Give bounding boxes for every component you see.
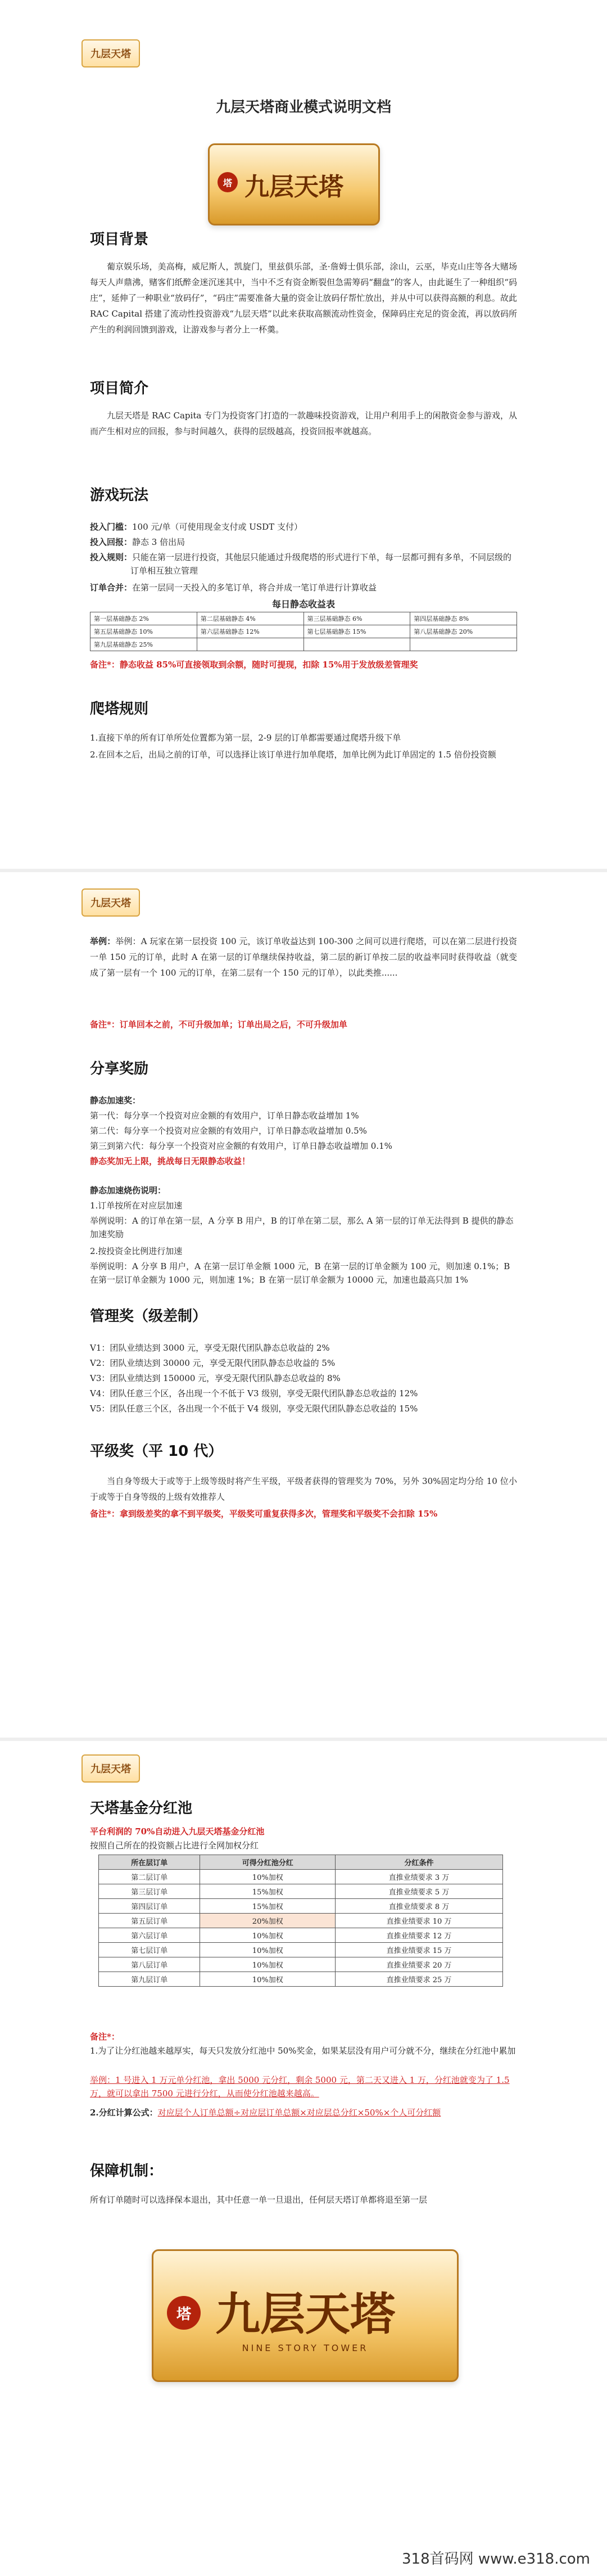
table-cell: 第八层订单 (99, 1957, 200, 1972)
management-level: V3：团队业绩达到 150000 元，享受无限代团队静态总收益的 8% (90, 1373, 341, 1383)
table-row (99, 1870, 503, 1884)
table-cell: 直推业绩要求 3 万 (336, 1870, 503, 1884)
management-level: V1：团队业绩达到 3000 元，享受无限代团队静态总收益的 2% (90, 1343, 330, 1353)
brand-badge: 塔 (167, 2296, 201, 2330)
table-cell: 直推业绩要求 12 万 (336, 1928, 503, 1943)
section-heading-guarantee: 保障机制： (90, 2163, 164, 2180)
table-header-row (99, 1855, 503, 1870)
gameplay-row (90, 551, 517, 578)
gameplay-row (90, 535, 517, 549)
table-cell: 第七层基础静态 15% (304, 625, 410, 638)
table-row (90, 625, 517, 638)
pool-note-1: 1.为了让分红池越来越厚实，每天只发放分红池中 50%奖金，如果某层没有用户可分就不分，继续在分红池中累加 (90, 2046, 516, 2056)
table-cell: 第四层订单 (99, 1899, 200, 1914)
table-cell: 直推业绩要求 25 万 (336, 1972, 503, 1987)
table-cell: 第四层基础静态 8% (410, 612, 517, 625)
site-watermark: 318首码网 www.e318.com (402, 2551, 590, 2568)
table-cell: 第七层订单 (99, 1943, 200, 1957)
management-level: V2：团队业绩达到 30000 元，享受无限代团队静态总收益的 5% (90, 1358, 336, 1368)
table-cell: 第三层基础静态 6% (304, 612, 410, 625)
table-cell: 直推业绩要求 5 万 (336, 1884, 503, 1899)
table-row (99, 1899, 503, 1914)
table-cell: 第六层基础静态 12% (197, 625, 304, 638)
brand-logo-text: 九层天塔 (90, 1763, 131, 1775)
table-cell: 第五层基础静态 10% (90, 625, 197, 638)
peer-note: 备注*：拿到级差奖的拿不到平级奖，平级奖可重复获得多次，管理奖和平级奖不会扣除 15% (90, 1509, 438, 1519)
gameplay-row (90, 520, 517, 534)
table-cell: 10%加权 (200, 1943, 336, 1957)
brand-logo-text: 九层天塔 (244, 173, 343, 201)
section-heading-gameplay: 游戏玩法 (90, 487, 149, 504)
brand-logo-text: 九层天塔 (90, 48, 131, 60)
gameplay-text: 只能在第一层进行投资，其他层只能通过升级爬塔的形式进行下单，每一层都可拥有多单，不同层级的订单相互独立管理 (130, 552, 512, 576)
gameplay-row (90, 581, 517, 594)
gameplay-text: 静态 3 倍出局 (132, 537, 185, 547)
pool-note-title: 备注*： (90, 2032, 120, 2042)
table-cell: 直推业绩要求 20 万 (336, 1957, 503, 1972)
section-heading-background: 项目背景 (90, 231, 149, 248)
guarantee-paragraph: 所有订单随时可以选择保本退出，其中任意一单一旦退出，任何层天塔订单都将退至第一层 (90, 2195, 428, 2205)
burn-rule-2-example: 举例说明：A 分享 B 用户，A 在第一层订单金额 1000 元，B 在第一层的订单金额为 100 元，则加速 0.1%；B 在第一层订单金额为 1000 元，则加速 1%；B 在第一层订单金额为 10000 元，加速也最高只加 1% (90, 1261, 510, 1285)
section-heading-management: 管理奖（级差制） (90, 1308, 207, 1325)
static-accel-line: 第三到第六代：每分享一个投资对应金额的有效用户，订单日静态收益增加 0.1% (90, 1141, 392, 1151)
table-header: 所在层订单 (99, 1855, 200, 1870)
table-cell: 直推业绩要求 15 万 (336, 1943, 503, 1957)
burn-rule-2: 2.按投资金比例进行加速 (90, 1246, 183, 1256)
document-title: 九层天塔商业模式说明文档 (215, 99, 391, 116)
gameplay-text: 100 元/单（可使用现金支付或 USDT 支付） (132, 522, 302, 532)
page-separator (0, 1738, 607, 1741)
table-cell: 第三层订单 (99, 1884, 200, 1899)
page-separator (0, 869, 607, 872)
brand-logo-footer (152, 2249, 459, 2382)
section-heading-pool: 天塔基金分红池 (90, 1800, 193, 1817)
background-paragraph: 葡京娱乐场，美高梅，威尼斯人，凯旋门，里兹俱乐部，圣·詹姆士俱乐部，涂山，云巫，毕克山庄等各大赌场每天人声鼎沸，赌客们纸醉金迷沉迷其中，当中不乏有资金断裂但急需筹码“翻盘”的客人，由此诞生了一种组织“码庄”，延伸了一种职业“放码仔”，“码庄”需要准备大量的资金让放码仔帮忙放出，并从中可以获得高额的利息。故此 RAC Capital 搭建了流动性投资游戏“九层天塔”以此来获取高额流动性资金，保障码庄充足的资金流，再以放码所产生的利润回馈到游戏，让游戏参与者分上一杯羹。 (90, 261, 517, 335)
intro-paragraph: 九层天塔是 RAC Capita 专门为投资客门打造的一款趣味投资游戏，让用户利用手上的闲散资金参与游戏，从而产生相对应的回报，参与时间越久，获得的层级越高，投资回报率就越高。 (90, 410, 517, 436)
brand-tagline: NINE STORY TOWER (242, 2343, 369, 2353)
table-cell: 15%加权 (200, 1884, 336, 1899)
management-level: V4：团队任意三个区，各出现一个不低于 V3 级别，享受无限代团队静态总收益的 12% (90, 1388, 418, 1398)
table-header: 分红条件 (336, 1855, 503, 1870)
table-cell: 20%加权 (200, 1914, 336, 1928)
table-header: 可得分红池分红 (200, 1855, 336, 1870)
pool-note-2-text: 对应层个人订单总额÷对应层订单总额×对应层总分红×50%×个人可分红额 (157, 2108, 441, 2118)
gameplay-label: 投入回报： (90, 537, 133, 547)
brand-logo-banner (208, 143, 380, 225)
burn-rule-1: 1.订单按所在对应层加速 (90, 1201, 183, 1211)
brand-logo-small (81, 39, 140, 67)
pool-intro-red: 平台利润的 70%自动进入九层天塔基金分红池 (90, 1826, 265, 1837)
table-cell: 直推业绩要求 8 万 (336, 1899, 503, 1914)
static-accel-line: 第二代：每分享一个投资对应金额的有效用户，订单日静态收益增加 0.5% (90, 1126, 367, 1136)
static-accel-note: 静态奖加无上限，挑战每日无限静态收益！ (90, 1156, 251, 1166)
section-heading-climb: 爬塔规则 (90, 701, 149, 718)
brand-logo-text: 九层天塔 (90, 897, 131, 909)
table-row (90, 638, 517, 651)
gameplay-label: 订单合并： (90, 583, 133, 593)
table-cell: 第九层订单 (99, 1972, 200, 1987)
pool-note-1-example: 举例：1 号进入 1 万元单分红池，拿出 5000 元分红，剩余 5000 元，第二天又进入 1 万，分红池就变为了 1.5 万，就可以拿出 7500 元进行分红，从而使分红池越来越高。 (90, 2075, 510, 2099)
climb-rule-1: 1.直接下单的所有订单所处位置都为第一层，2-9 层的订单都需要通过爬塔升级下单 (90, 733, 401, 743)
table-cell: 15%加权 (200, 1899, 336, 1914)
climb-note: 备注*：订单回本之前，不可升级加单；订单出局之后，不可升级加单 (90, 1019, 347, 1030)
table-cell: 10%加权 (200, 1870, 336, 1884)
management-level: V5：团队任意三个区，各出现一个不低于 V4 级别，享受无限代团队静态总收益的 15% (90, 1404, 418, 1414)
table-cell: 第九层基础静态 25% (90, 638, 197, 651)
table-cell: 第六层订单 (99, 1928, 200, 1943)
pool-note-2-label: 2.分红计算公式： (90, 2108, 158, 2118)
gameplay-label: 投入规则： (90, 552, 133, 562)
table-row (90, 612, 517, 625)
section-heading-share: 分享奖励 (90, 1061, 149, 1077)
table-cell: 第一层基础静态 2% (90, 612, 197, 625)
table-cell (197, 638, 304, 651)
table-cell: 第二层订单 (99, 1870, 200, 1884)
table-row (99, 1884, 503, 1899)
climb-example-text: 举例：A 玩家在第一层投资 100 元，该订单收益达到 100-300 之间可以进行爬塔，可以在第二层进行投资一单 150 元的订单，此时 A 在第一层的订单继续保持收益，第二层的新订单按二层的收益率同时获得收益（就变成了第一层有一个 100 元的订单，在第二层有一个 150 元的订单），以此类推...... (90, 936, 517, 978)
burn-rule-1-example: 举例说明：A 的订单在第一层，A 分享 B 用户，B 的订单在第二层，那么 A 第一层的订单无法得到 B 提供的静态加速奖励 (90, 1216, 514, 1239)
table-cell: 第五层订单 (99, 1914, 200, 1928)
table-cell: 直推业绩要求 10 万 (336, 1914, 503, 1928)
table-row (99, 1943, 503, 1957)
static-yield-table (90, 612, 517, 651)
table-cell: 第八层基础静态 20% (410, 625, 517, 638)
burn-title: 静态加速烧伤说明： (90, 1185, 166, 1195)
table-cell: 第二层基础静态 4% (197, 612, 304, 625)
dividend-pool-table (98, 1855, 503, 1987)
gameplay-note: 备注*：静态收益 85%可直接领取到余额，随时可提现，扣除 15%用于发放级差管理奖 (90, 660, 418, 670)
static-accel-title: 静态加速奖： (90, 1095, 141, 1106)
climb-rule-2: 2.在回本之后，出局之前的订单，可以选择让该订单进行加单爬塔，加单比例为此订单固定的 1.5 倍份投资额 (90, 750, 496, 760)
table-row (99, 1928, 503, 1943)
table-cell (410, 638, 517, 651)
table-row (99, 1957, 503, 1972)
table-row (99, 1914, 503, 1928)
climb-example: 举例：举例：A 玩家在第一层投资 100 元，该订单收益达到 100-300 之间可以进行爬塔，可以在第二层进行投资一单 150 元的订单，此时 A 在第一层的订单继续保持收益，第二层的新订单按二层的收益率同时获得收益（就变成了第一层有一个 100 元的订单，在第二层有一个 150 元的订单），以此类推...... (90, 936, 517, 978)
brand-logo-small (81, 888, 140, 917)
static-table-title: 每日静态收益表 (271, 599, 335, 610)
gameplay-label: 投入门槛： (90, 522, 133, 532)
table-row (99, 1972, 503, 1987)
brand-logo-small (81, 1754, 140, 1783)
brand-badge: 塔 (218, 172, 238, 192)
pool-note-2 (90, 2106, 517, 2119)
section-heading-intro: 项目简介 (90, 380, 149, 397)
table-cell: 10%加权 (200, 1928, 336, 1943)
gameplay-text: 在第一层同一天投入的多笔订单，将合并成一笔订单进行计算收益 (132, 583, 377, 593)
table-cell: 10%加权 (200, 1972, 336, 1987)
table-cell: 10%加权 (200, 1957, 336, 1972)
brand-logo-text: 九层天塔 (215, 2288, 395, 2340)
section-heading-peer: 平级奖（平 10 代） (90, 1443, 223, 1460)
table-cell (304, 638, 410, 651)
static-accel-line: 第一代：每分享一个投资对应金额的有效用户，订单日静态收益增加 1% (90, 1111, 359, 1121)
pool-intro: 按照自己所在的投资额占比进行全网加权分红 (90, 1840, 259, 1851)
peer-paragraph: 当自身等级大于或等于上级等级时将产生平级，平级者获得的管理奖为 70%，另外 30%固定均分给 10 位小于或等于自身等级的上级有效推荐人 (90, 1476, 517, 1502)
